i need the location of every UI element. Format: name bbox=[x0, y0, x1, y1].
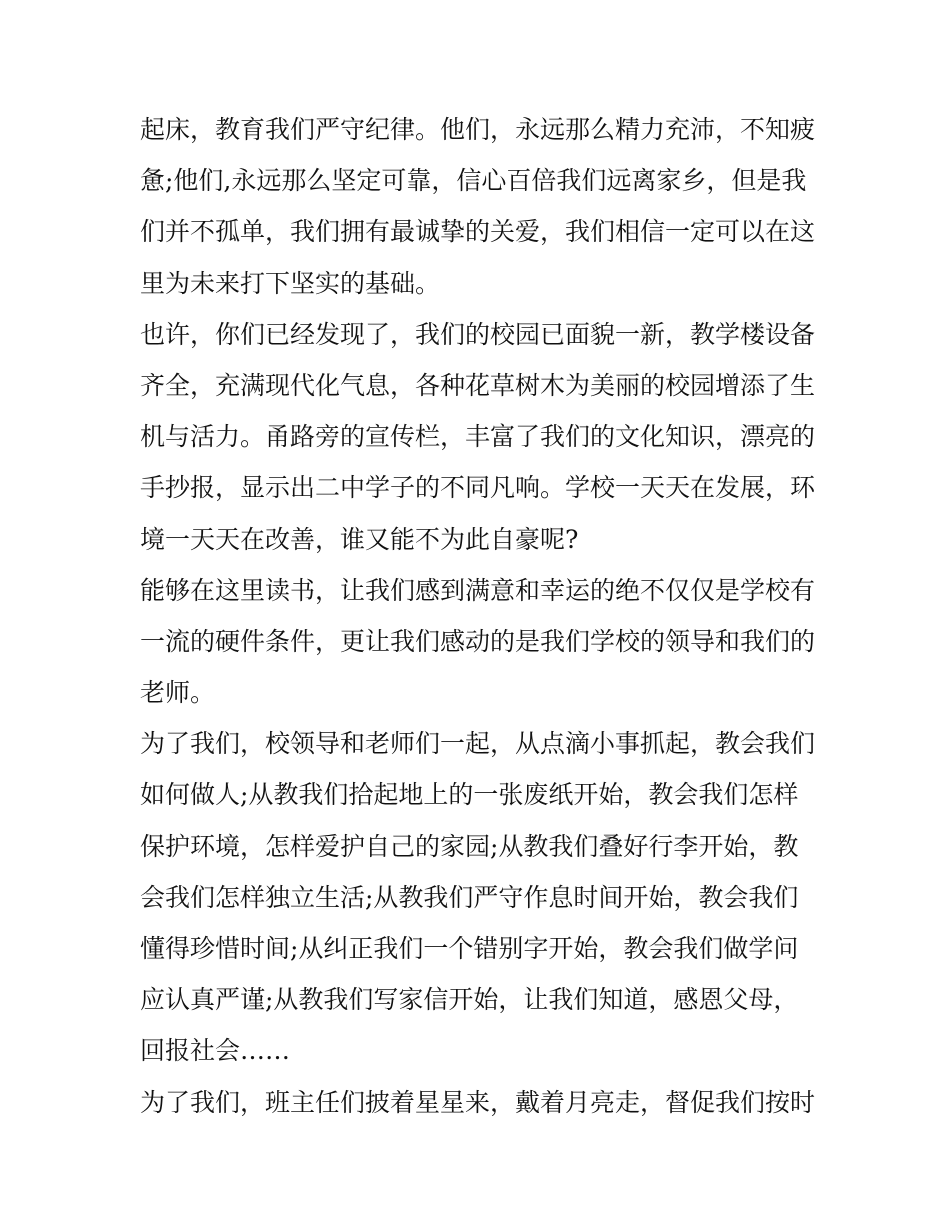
text-line: 为了我们，班主任们披着星星来，戴着月亮走，督促我们按时 bbox=[140, 1087, 816, 1117]
text-line: 如何做人;从教我们拾起地上的一张废纸开始，教会我们怎样 bbox=[140, 780, 799, 810]
text-line: 会我们怎样独立生活;从教我们严守作息时间开始，教会我们 bbox=[140, 882, 799, 912]
text-line: 里为未来打下坚实的基础。 bbox=[140, 268, 441, 298]
text-line: 能够在这里读书，让我们感到满意和幸运的绝不仅仅是学校有 bbox=[140, 575, 816, 605]
text-line: 应认真严谨;从教我们写家信开始，让我们知道，感恩父母， bbox=[140, 985, 799, 1015]
text-line: 老师。 bbox=[140, 678, 216, 708]
text-line: 为了我们，校领导和老师们一起，从点滴小事抓起，教会我们 bbox=[140, 729, 816, 759]
text-line: 起床，教育我们严守纪律。他们，永远那么精力充沛，不知疲 bbox=[140, 115, 816, 144]
text-line: 一流的硬件条件，更让我们感动的是我们学校的领导和我们的 bbox=[140, 626, 816, 656]
text-line: 也许，你们已经发现了，我们的校园已面貌一新，教学楼设备 bbox=[140, 319, 816, 349]
text-line: 境一天天在改善，谁又能不为此自豪呢? bbox=[140, 524, 579, 554]
text-line: 手抄报，显示出二中学子的不同凡响。学校一天天在发展，环 bbox=[140, 473, 816, 503]
text-line: 齐全，充满现代化气息，各种花草树木为美丽的校园增添了生 bbox=[140, 370, 816, 400]
text-line: 懂得珍惜时间;从纠正我们一个错别字开始，教会我们做学问 bbox=[140, 934, 799, 963]
text-line: 们并不孤单，我们拥有最诚挚的关爱，我们相信一定可以在这 bbox=[140, 217, 816, 247]
text-line: 机与活力。甬路旁的宣传栏，丰富了我们的文化知识，漂亮的 bbox=[140, 422, 816, 452]
body-text bbox=[140, 104, 820, 1128]
text-line: 惫;他们,永远那么坚定可靠，信心百倍我们远离家乡，但是我 bbox=[140, 166, 807, 196]
text-line: 回报社会…… bbox=[140, 1036, 291, 1066]
text-line: 保护环境，怎样爱护自己的家园;从教我们叠好行李开始，教 bbox=[140, 831, 799, 861]
